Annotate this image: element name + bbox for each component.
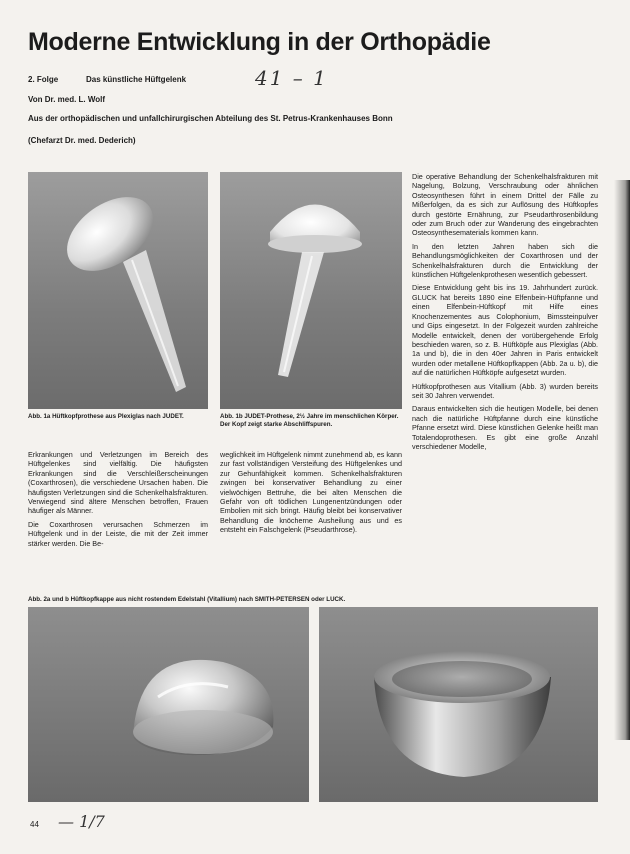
col3-paragraph-3: Diese Entwicklung geht bis ins 19. Jahrhundert zurück. GLUCK hat bereits 1890 eine Elfenbein-Hüftpfanne und einen Elfenbein-Hüftkopf mit Hilfe eines Knochenzementes aus Colophonium, Bimssteinpulver und Gips eingesetzt. In der Folgezeit wurden zahlreiche Modelle entwickelt, denen der vorübergehende Erfolg beschieden waren, so z. B. Hüftköpfe aus Plexiglas (Abb. 1a und b), die in den 40er Jahren in Paris entwickelt wurden oder metallene Hüftkopfkappen (Abb. 2a u. b), die auf die natürlichen Hüftköpfe aufgesetzt wurden. xyxy=(412,283,598,378)
handwritten-page-mark: — 1/7 xyxy=(58,812,105,831)
photo-plexiglas-prosthesis xyxy=(28,172,208,409)
series-number: 2. Folge xyxy=(28,75,59,84)
col3-paragraph-4: Hüftkopfprothesen aus Vitallium (Abb. 3) wurden bereits seit 30 Jahren verwendet. xyxy=(412,381,598,400)
col1-paragraph-1: Erkrankungen und Verletzungen im Bereich des Hüftgelenkes sind vielfältig. Die häufigsten Erkrankungen sind die Verschleißerscheinungen (Coxarthrosen), die verschiedene Ursachen haben. Die häufigsten Verletzungen sind die Schenkelhalsfrakturen. Verwiegend sind ältere Menschen betroffen, Frauen häufiger als Männer. xyxy=(28,450,208,516)
prosthesis-illustration xyxy=(28,172,208,409)
col1-paragraph-2: Die Coxarthrosen verursachen Schmerzen im Hüftgelenk und in der Leiste, die mit der Zeit immer stärker werden. Die Be- xyxy=(28,519,208,548)
figure-1b-caption: Abb. 1b JUDET-Prothese, 2½ Jahre im menschlichen Körper. Der Kopf zeigt starke Abschliffspuren. xyxy=(220,413,399,428)
photo-judet-prosthesis xyxy=(220,172,402,409)
judet-illustration xyxy=(220,172,402,409)
col2-paragraph-1: weglichkeit im Hüftgelenk nimmt zunehmend ab, es kann zur fast vollständigen Versteifung des Hüftgelenkes und zur Gehunfähigkeit kommen. Schenkelhalsfrakturen zwingen bei konservativer Behandlung zu einer vielwöchigen Bettruhe, die bei alten Menschen die Gefahr von oft tödlichen Lungenentzündungen oder Embolien mit sich bringt. Häufig bleibt bei konservativer Behandlung die knöcherne Ausheilung aus und es entsteht ein Falschgelenk (Pseudarthrose). xyxy=(220,450,402,535)
author-line: Von Dr. med. L. Wolf xyxy=(28,95,106,104)
photo-metal-cap-a xyxy=(28,607,309,802)
text-column-2 xyxy=(220,450,402,535)
col3-paragraph-1: Die operative Behandlung der Schenkelhalsfrakturen mit Nagelung, Bolzung, Verschraubung oder ähnlichen Osteosynthesen führt in einem Drittel der Fälle zu Mißerfolgen, da es sich zur Auflösung des Hüftkopfes durch gestörte Ernährung, zur Pseudarthrosenbildung oder zum Bruch oder zur Wanderung des eingebrachten Osteosynthesematerials kommen kann. xyxy=(412,172,598,238)
metal-cap-illustration xyxy=(28,607,309,802)
text-column-3 xyxy=(412,172,598,451)
photo-metal-cap-b xyxy=(319,607,598,802)
series-topic: Das künstliche Hüftgelenk xyxy=(86,75,187,84)
figure-2-caption: Abb. 2a und b Hüftkopfkappe aus nicht rostendem Edelstahl (Vitallium) nach SMITH-PETERSEN oder LUCK. xyxy=(28,596,346,603)
col3-paragraph-2: In den letzten Jahren haben sich die Behandlungsmöglichkeiten der Coxarthrosen und der Schenkelhalsfrakturen durch die Entwicklung der künstlichen Hüftgelenkprothesen wesentlich gebessert. xyxy=(412,241,598,280)
page-number: 44 xyxy=(30,820,39,829)
article-title: Moderne Entwicklung in der Orthopädie xyxy=(28,28,491,56)
chief-physician-line: (Chefarzt Dr. med. Dederich) xyxy=(28,136,136,145)
affiliation-line: Aus der orthopädischen und unfallchirurgischen Abteilung des St. Petrus-Krankenhauses Bonn xyxy=(28,114,393,123)
metal-cup-illustration xyxy=(319,607,598,802)
col3-paragraph-5: Daraus entwickelten sich die heutigen Modelle, bei denen nach die natürliche Hüftpfanne durch eine künstliche Pfanne ersetzt wird. Diese künstlichen Gelenke heißt man Totalendoprothesen. Es gibt eine große Anzahl verschiedener Modelle, xyxy=(412,404,598,451)
text-column-1 xyxy=(28,450,208,548)
page-edge-shadow xyxy=(614,180,630,740)
handwritten-note: 41 – 1 xyxy=(255,66,328,90)
figure-1a-caption: Abb. 1a Hüftkopfprothese aus Plexiglas nach JUDET. xyxy=(28,413,184,420)
